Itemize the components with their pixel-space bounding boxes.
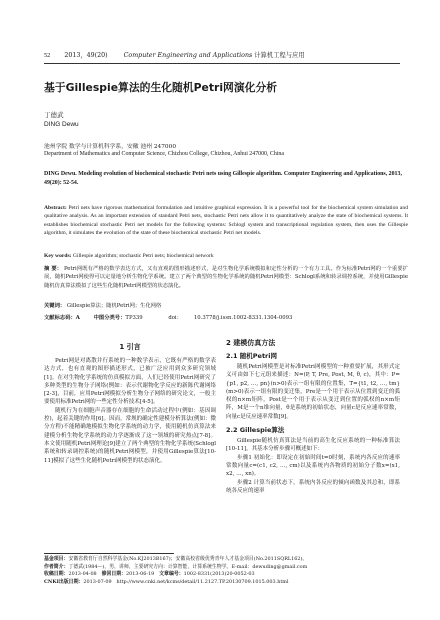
- doi: doi： 10.3778/j.issn.1002-8331.1304-0093: [168, 315, 293, 321]
- footnotes: [44, 556, 408, 587]
- running-header: [44, 50, 400, 62]
- issue-info: 2013，49(20): [64, 52, 108, 59]
- doc-code: 文献标志码：A: [44, 315, 80, 321]
- body-column-right: [226, 337, 400, 495]
- keywords-cn: [44, 302, 408, 310]
- section-heading: 1 引言: [119, 343, 141, 351]
- keywords-cn-text: Gillespie算法；随机Petri网；生化网络: [66, 303, 162, 309]
- paragraph: 随机行为在细胞声音器存在细胞的生命活动过程中(例如：基因调控)，起着关键的作用[6]。因而，常规的确定性建模分析算法(例如：微分方程)不能精确地模拟生物化学系统的动力学，使用随机仿真算法来建模分析生物化学系统的动力学逐渐成了这一领域的研究热点[7-8]。本文使用随机Petri网理论[9]建立了两个典型的生物化学系统(Schlogl系统和转录调控系统)的随机Petri网模型，并使用Gillespie算法[10-11]模拟了这些生化随机Petri网模型的状态演化。: [44, 407, 216, 464]
- affiliation-cn: 池州学院 数学与计算机科学系，安徽 池州 247000: [44, 144, 177, 150]
- section-heading: 2 建模仿真方法: [226, 339, 276, 347]
- dates-line: 收稿日期：2013-04-08 修回日期：2013-06-19 文章编号：1002-8331(2013)20-0052-03: [44, 571, 255, 578]
- funding-note: 基金项目：安徽省教育厅自然科学基金(No.KJ2013B167)；安徽高校省级优秀青年人才基金项目(No.2011SQRL162)。: [44, 556, 308, 562]
- abstract-cn-text: Petri网既有严格的数学表达方式，又有直观的图形描述形式，是对生物化学系统模拟和定性分析的一个有力工具。作为标准Petri网的一个重要扩展，随机Petri网使得可以定量地分析生物化学系统。建立了两个典型的生物化学系统的随机Petri网模型：Schlogl系统和转录调控系统，并使用Gillespie随机仿真算法模拟了这些生化随机Petri网模型的状态演化。: [44, 266, 409, 289]
- abstract-cn: [44, 265, 408, 290]
- subsection-heading: 2.1 随机Petri网: [226, 352, 277, 360]
- english-citation: DING Dewu. Modeling evolution of biochemical stochastic Petri nets using Gillespie algorithm. Computer Engineering and Applications, 2013, 49(20): 52-54.: [44, 171, 402, 186]
- abstract-label: Abstract:: [44, 205, 67, 211]
- paragraph: 随机Petri网模型是对标准Petri网模型的一种重要扩展，其形式定义可由如下七元组来描述：N=(P, T, Pre, Post, M, θ, c)，其中：P={p1, p2, …, pn}(n>0)表示一组有限的位置集，T={t1, t2, …, tm}(m>0)表示一组有限的变迁集，Pre是一个用于表示从位置到变迁的弧权的n×m矩阵，Post是一个用于表示从变迁到位置的弧权的n×m矩阵，M是一个n维向量，θ是系统的初始状态，向量c是反应速率常数，向量c是反应速率常数[9]。: [226, 364, 400, 420]
- abstract-cn-label: 摘 要：: [44, 266, 63, 272]
- keywords-label: Key words:: [44, 253, 72, 259]
- affiliation-en: Department of Mathematics and Computer Science, Chizhou College, Chizhou, Anhui 247000, China: [44, 151, 284, 157]
- journal-name-en: Computer Engineering and Applications: [123, 52, 253, 59]
- footnote-rule: [44, 553, 174, 554]
- algorithm-step: 步骤1 初始化：即设定在初始时间t=0时刻，系统内各反应的速率常数向量c=(c1, c2, …, cm)以及系统内各物质的初始分子数x=(x1, x2, …, xn)。: [226, 454, 400, 478]
- author-name-en: DING Dewu: [44, 121, 79, 128]
- subsection-heading: 2.2 Gillespie算法: [226, 426, 285, 435]
- paragraph: Petri网是对离散并行系统的一种数学表示，它既有严格的数学表达方式，也有直观的图形描述形式，已被广泛应用到众多研究领域[1]。在对生物化学系统的仿真模拟方面，人们已经使用Petri网研究了多种类型的生物分子网络(例如：表示代谢物化学反应的新陈代谢网络[2-3]，目前，应用Petri网模拟分析生物分子网络的研究论文，一般主要使用标准Petri网的一些定性分析技术[4-5]。: [44, 358, 216, 406]
- cnki-url: http://www.cnki.net/kcms/detail/11.2127.TP.20130709.1015.003.html: [116, 579, 289, 586]
- page-number: 52: [44, 52, 51, 59]
- header-rule: [44, 63, 400, 64]
- algorithm-step: 步骤2 计算当前状态下，系统内各反应的倾向函数及其总和，即系统各反应的速率: [226, 479, 400, 494]
- keywords-cn-label: 关键词：: [44, 303, 66, 309]
- journal-name-cn: 计算机工程与应用: [254, 52, 305, 59]
- article-title: 基于Gillespie算法的生化随机Petri网演化分析: [44, 81, 278, 94]
- abstract-text: Petri nets have rigorous mathematical formulation and intuitive graphical expression. It is a powerful tool for the biochemical system simulation and qualitative analysis. As an important extension of standard Petri nets, stochastic Petri nets allow it to quantitatively analyze the state of biochemical systems. It establishes biochemical stochastic Petri net models for the following systems: Schlogl system and transcriptional regulation system, then uses the Gillespie algorithm, it simulates the evolution of the state of these biochemical stochastic Petri net models.: [44, 205, 408, 236]
- body-column-left: [44, 337, 216, 465]
- keywords-text: Gillespie algorithm; stochastic Petri nets; biochemical network: [72, 253, 214, 259]
- author-name-cn: 丁德武: [44, 111, 64, 119]
- paragraph: Gillespie随机仿真算法是当前的高生化反应系统的一种标准算法[10-11]，其基本分析步骤可概述如下：: [226, 438, 400, 453]
- keywords-en: [44, 252, 408, 260]
- article-meta: [44, 313, 408, 321]
- author-bio: 作者简介：丁德武(1984—)，男，讲师，主要研究方向：计算智能，计算系统生物学。E-mail：dewuding@gmail.com: [44, 563, 308, 570]
- clc-number: 中图分类号：TP339: [93, 315, 143, 321]
- cnki-line: CNKI出版日期：2013-07-09 http://www.cnki.net/kcms/detail/11.2127.TP.20130709.1015.003.html: [44, 579, 289, 586]
- abstract-en: [44, 204, 408, 237]
